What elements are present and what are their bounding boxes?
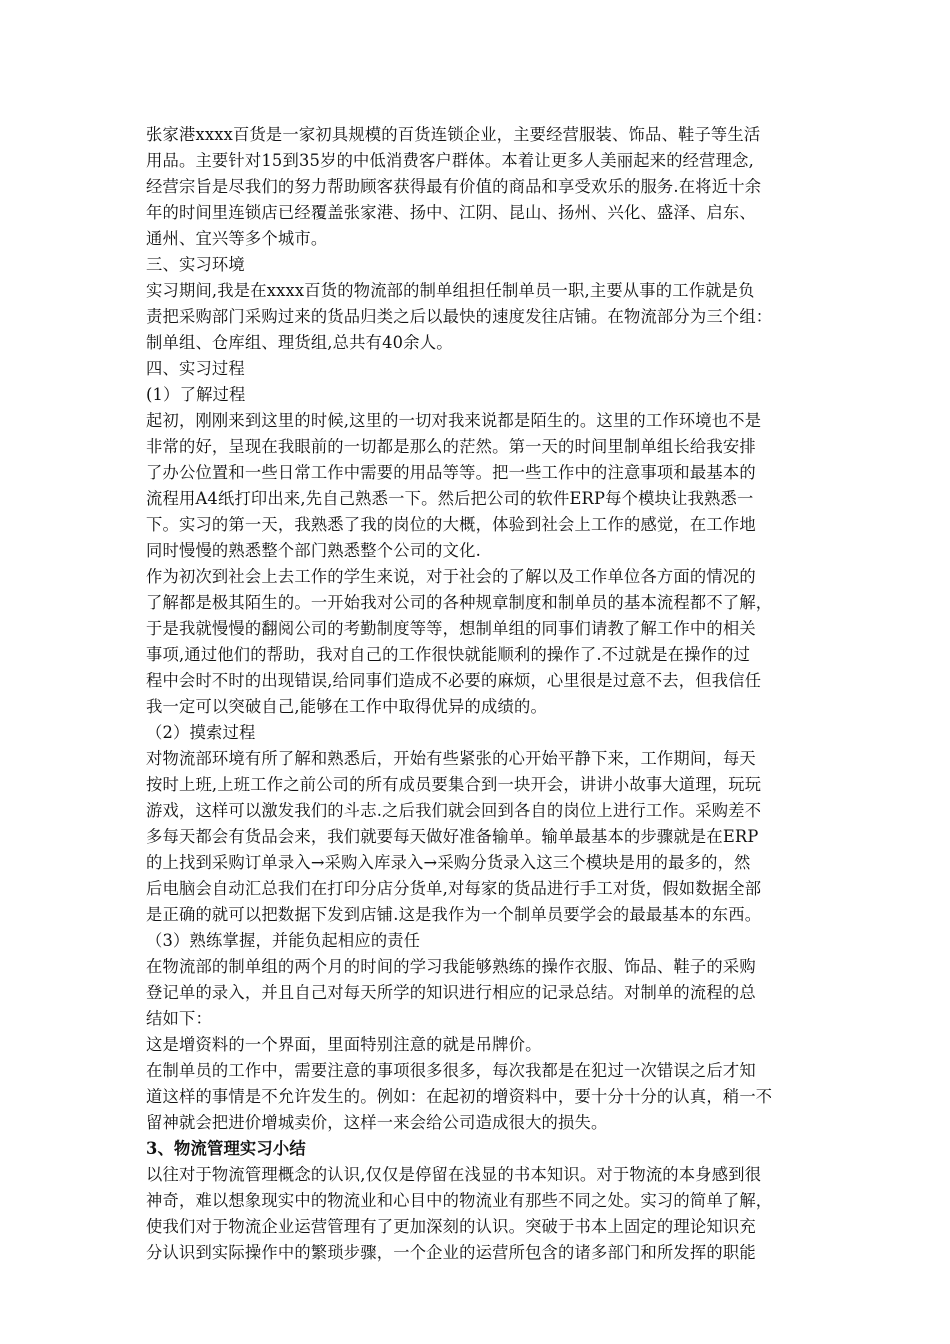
text-line: 以往对于物流管理概念的认识,仅仅是停留在浅显的书本知识。对于物流的本身感到很 [146,1165,762,1184]
text-line: 道这样的事情是不允许发生的。例如：在起初的增资料中，要十分十分的认真，稍一不 [146,1087,773,1106]
text-line: 制单组、仓库组、理货组,总共有40余人。 [146,333,453,352]
text-line: 多每天都会有货品会来，我们就要每天做好准备输单。输单最基本的步骤就是在ERP [146,827,759,846]
text-line: 实习期间,我是在xxxx百货的物流部的制单组担任制单员一职,主要从事的工作就是负 [146,281,755,300]
text-line: 对物流部环境有所了解和熟悉后，开始有些紧张的心开始平静下来，工作期间，每天 [146,749,756,768]
text-line: 了办公位置和一些日常工作中需要的用品等等。把一些工作中的注意事项和最基本的 [146,463,756,482]
subsection-heading: （3）熟练掌握，并能负起相应的责任 [146,931,421,950]
text-line: 责把采购部门采购过来的货品归类之后以最快的速度发往店铺。在物流部分为三个组： [146,307,773,326]
text-line: 结如下： [146,1009,212,1028]
text-line: 使我们对于物流企业运营管理有了更加深刻的认识。突破于书本上固定的理论知识充 [146,1217,756,1236]
text-line: 留神就会把进价增城卖价，这样一来会给公司造成很大的损失。 [146,1113,608,1132]
text-line: 通州、宜兴等多个城市。 [146,229,328,248]
text-line: 按时上班,上班工作之前公司的所有成员要集合到一块开会，讲讲小故事大道理，玩玩 [146,775,762,794]
text-line: 后电脑会自动汇总我们在打印分店分货单,对每家的货品进行手工对货，假如数据全部 [146,879,762,898]
text-line: 的上找到采购订单录入→采购入库录入→采购分货录入这三个模块是用的最多的，然 [146,853,751,872]
text-line: 登记单的录入，并且自己对每天所学的知识进行相应的记录总结。对制单的流程的总 [146,983,756,1002]
text-line: 这是增资料的一个界面，里面特别注意的就是吊牌价。 [146,1035,542,1054]
text-line: 我一定可以突破自己,能够在工作中取得优异的成绩的。 [146,697,547,716]
text-line: 于是我就慢慢的翻阅公司的考勤制度等等，想制单组的同事们请教了解工作中的相关 [146,619,756,638]
text-line: 是正确的就可以把数据下发到店铺.这是我作为一个制单员要学会的最最基本的东西。 [146,905,762,924]
text-line: 年的时间里连锁店已经覆盖张家港、扬中、江阴、昆山、扬州、兴化、盛泽、启东、 [146,203,756,222]
text-line: 在制单员的工作中，需要注意的事项很多很多，每次我都是在犯过一次错误之后才知 [146,1061,756,1080]
section-heading: 三、实习环境 [146,255,245,274]
text-line: 作为初次到社会上去工作的学生来说，对于社会的了解以及工作单位各方面的情况的 [146,567,756,586]
text-line: 非常的好，呈现在我眼前的一切都是那么的茫然。第一天的时间里制单组长给我安排 [146,437,756,456]
text-line: 神奇，难以想象现实中的物流业和心目中的物流业有那些不同之处。实习的简单了解， [146,1191,773,1210]
subsection-heading: （2）摸索过程 [146,723,256,742]
text-line: 流程用A4纸打印出来,先自己熟悉一下。然后把公司的软件ERP每个模块让我熟悉一 [146,489,754,508]
text-line: 同时慢慢的熟悉整个部门熟悉整个公司的文化. [146,541,482,560]
section-heading: 四、实习过程 [146,359,245,378]
text-line: 在物流部的制单组的两个月的时间的学习我能够熟练的操作衣服、饰品、鞋子的采购 [146,957,756,976]
document-body [146,122,808,1266]
text-line: 起初，刚刚来到这里的时候,这里的一切对我来说都是陌生的。这里的工作环境也不是 [146,411,762,430]
text-line: 下。实习的第一天，我熟悉了我的岗位的大概，体验到社会上工作的感觉，在工作地 [146,515,756,534]
subsection-heading: (1）了解过程 [146,385,246,404]
text-line: 经营宗旨是尽我们的努力帮助顾客获得最有价值的商品和享受欢乐的服务.在将近十余 [146,177,762,196]
text-line: 张家港xxxx百货是一家初具规模的百货连锁企业，主要经营服装、饰品、鞋子等生活 [146,125,761,144]
text-line: 用品。主要针对15到35岁的中低消费客户群体。本着让更多人美丽起来的经营理念, [146,151,754,170]
text-line: 程中会时不时的出现错误,给同事们造成不必要的麻烦，心里很是过意不去，但我信任 [146,671,762,690]
text-line: 事项,通过他们的帮助，我对自己的工作很快就能顺利的操作了.不过就是在操作的过 [146,645,751,664]
text-line: 游戏，这样可以激发我们的斗志.之后我们就会回到各自的岗位上进行工作。采购差不 [146,801,762,820]
section-heading: 3、物流管理实习小结 [146,1139,306,1158]
text-line: 了解都是极其陌生的。一开始我对公司的各种规章制度和制单员的基本流程都不了解， [146,593,773,612]
text-line: 分认识到实际操作中的繁琐步骤，一个企业的运营所包含的诸多部门和所发挥的职能 [146,1243,756,1262]
